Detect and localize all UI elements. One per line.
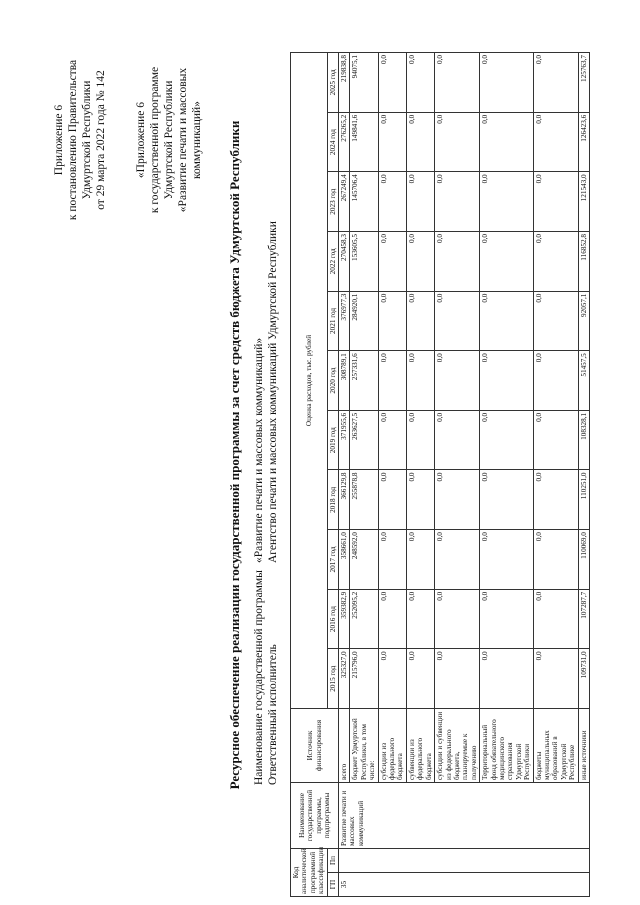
source-header: Источник финансирования bbox=[291, 709, 339, 783]
value-cell: 0,0 bbox=[378, 112, 406, 172]
value-cell: 0,0 bbox=[480, 649, 533, 709]
value-cell: 0,0 bbox=[378, 530, 406, 590]
program-label: Наименование государственной программы bbox=[253, 570, 265, 785]
value-cell: 255878,8 bbox=[350, 470, 378, 530]
value-cell: 0,0 bbox=[480, 410, 533, 470]
value-cell: 0,0 bbox=[435, 470, 480, 530]
value-cell: 110251,0 bbox=[578, 470, 589, 530]
value-cell: 270458,3 bbox=[339, 232, 350, 292]
annex-line: от 29 марта 2022 года № 142 bbox=[95, 70, 107, 210]
value-cell: 0,0 bbox=[406, 589, 434, 649]
value-cell: 116852,8 bbox=[578, 232, 589, 292]
annex-header bbox=[52, 55, 204, 225]
table-row bbox=[435, 53, 480, 897]
annex-inner-line: «Приложение 6 bbox=[135, 101, 147, 179]
value-cell: 325327,0 bbox=[339, 649, 350, 709]
value-cell: 121543,0 bbox=[578, 172, 589, 232]
executor-row bbox=[266, 221, 280, 785]
pp-code bbox=[339, 849, 590, 873]
value-cell: 107287,7 bbox=[578, 589, 589, 649]
value-cell: 108328,1 bbox=[578, 410, 589, 470]
table-row bbox=[378, 53, 406, 897]
value-cell: 0,0 bbox=[533, 589, 578, 649]
value-cell: 263627,5 bbox=[350, 410, 378, 470]
year-header: 2016 год bbox=[327, 589, 338, 649]
table-row bbox=[350, 53, 378, 897]
value-cell: 252095,2 bbox=[350, 589, 378, 649]
gp-header: ГП bbox=[327, 873, 338, 897]
gp-code: 35 bbox=[339, 873, 590, 897]
value-cell: 371955,6 bbox=[339, 410, 350, 470]
table-row bbox=[578, 53, 589, 897]
code-header: Код аналитической программной классификации bbox=[291, 849, 328, 897]
table-row bbox=[339, 53, 350, 897]
value-cell: 219838,8 bbox=[339, 53, 350, 113]
value-cell: 0,0 bbox=[480, 291, 533, 351]
source-cell: субсидии из федерального бюджета bbox=[378, 709, 406, 783]
value-cell: 0,0 bbox=[435, 232, 480, 292]
value-cell: 0,0 bbox=[378, 53, 406, 113]
year-header: 2019 год bbox=[327, 410, 338, 470]
value-cell: 0,0 bbox=[406, 351, 434, 411]
value-cell: 248592,0 bbox=[350, 530, 378, 590]
year-header: 2022 год bbox=[327, 232, 338, 292]
value-cell: 0,0 bbox=[533, 291, 578, 351]
value-cell: 0,0 bbox=[480, 351, 533, 411]
value-cell: 0,0 bbox=[533, 410, 578, 470]
value-cell: 125763,7 bbox=[578, 53, 589, 113]
value-cell: 358661,0 bbox=[339, 530, 350, 590]
program-name: Развитие печати и массовых коммуникаций bbox=[339, 783, 590, 849]
source-cell: субсидии и субвенции из федерального бюджета, планируемые к получению bbox=[435, 709, 480, 783]
value-cell: 0,0 bbox=[480, 112, 533, 172]
value-cell: 0,0 bbox=[435, 410, 480, 470]
year-header: 2025 год bbox=[327, 53, 338, 113]
value-cell: 0,0 bbox=[480, 470, 533, 530]
annex-inner-line: коммуникаций» bbox=[191, 101, 203, 179]
value-cell: 51457,5 bbox=[578, 351, 589, 411]
value-cell: 0,0 bbox=[378, 649, 406, 709]
year-header: 2020 год bbox=[327, 351, 338, 411]
year-header: 2021 год bbox=[327, 291, 338, 351]
value-cell: 308789,1 bbox=[339, 351, 350, 411]
program-value: «Развитие печати и массовых коммуникаций» bbox=[253, 337, 265, 563]
value-cell: 257331,6 bbox=[350, 351, 378, 411]
source-cell: бюджет Удмуртской Республики, в том числе: bbox=[350, 709, 378, 783]
value-cell: 109731,0 bbox=[578, 649, 589, 709]
document-title: Ресурсное обеспечение реализации государственной программы за счет средств бюджета Удмуртской Республики bbox=[227, 120, 242, 790]
source-cell: субвенции из федерального бюджета bbox=[406, 709, 434, 783]
value-cell: 0,0 bbox=[406, 232, 434, 292]
program-row bbox=[252, 221, 266, 785]
annex-inner-line: Удмуртской Республики bbox=[163, 80, 175, 200]
table-row bbox=[480, 53, 533, 897]
source-cell: бюджеты муниципальных образований в Удмуртской Республике bbox=[533, 709, 578, 783]
value-cell: 0,0 bbox=[533, 232, 578, 292]
annex-line: Удмуртской Республики bbox=[81, 80, 93, 200]
value-cell: 0,0 bbox=[533, 649, 578, 709]
value-cell: 215796,0 bbox=[350, 649, 378, 709]
table-row bbox=[406, 53, 434, 897]
value-cell: 0,0 bbox=[406, 410, 434, 470]
executor-label: Ответственный исполнитель bbox=[267, 644, 279, 785]
annex-inner-line: «Развитие печати и массовых bbox=[177, 67, 189, 213]
value-cell: 0,0 bbox=[378, 410, 406, 470]
value-cell: 0,0 bbox=[435, 649, 480, 709]
source-cell: всего bbox=[339, 709, 350, 783]
value-cell: 0,0 bbox=[406, 470, 434, 530]
value-cell: 92057,1 bbox=[578, 291, 589, 351]
resource-table bbox=[290, 52, 590, 897]
executor-value: Агентство печати и массовых коммуникаций Удмуртской Республики bbox=[267, 221, 279, 563]
value-cell: 0,0 bbox=[406, 530, 434, 590]
value-cell: 0,0 bbox=[480, 232, 533, 292]
value-cell: 0,0 bbox=[435, 291, 480, 351]
value-cell: 0,0 bbox=[435, 530, 480, 590]
value-cell: 0,0 bbox=[378, 589, 406, 649]
value-cell: 0,0 bbox=[378, 232, 406, 292]
source-cell: Территориальный фонд обязательного медицинского страхования Удмуртской Республики bbox=[480, 709, 533, 783]
value-cell: 0,0 bbox=[533, 530, 578, 590]
year-header: 2024 год bbox=[327, 112, 338, 172]
value-cell: 0,0 bbox=[480, 530, 533, 590]
value-cell: 0,0 bbox=[378, 172, 406, 232]
value-cell: 0,0 bbox=[406, 172, 434, 232]
value-cell: 126423,6 bbox=[578, 112, 589, 172]
value-cell: 0,0 bbox=[435, 589, 480, 649]
estimate-header: Оценка расходов, тыс. рублей bbox=[291, 53, 328, 709]
value-cell: 0,0 bbox=[533, 112, 578, 172]
pp-header: Пп bbox=[327, 849, 338, 873]
value-cell: 0,0 bbox=[480, 53, 533, 113]
header-row bbox=[291, 53, 328, 897]
value-cell: 376977,3 bbox=[339, 291, 350, 351]
year-header: 2023 год bbox=[327, 172, 338, 232]
value-cell: 110069,0 bbox=[578, 530, 589, 590]
value-cell: 0,0 bbox=[378, 470, 406, 530]
table-row bbox=[533, 53, 578, 897]
value-cell: 359382,9 bbox=[339, 589, 350, 649]
value-cell: 0,0 bbox=[378, 291, 406, 351]
value-cell: 284920,1 bbox=[350, 291, 378, 351]
year-header: 2017 год bbox=[327, 530, 338, 590]
annex-line: к постановлению Правительства bbox=[67, 59, 79, 221]
value-cell: 366129,8 bbox=[339, 470, 350, 530]
value-cell: 267249,4 bbox=[339, 172, 350, 232]
value-cell: 145706,4 bbox=[350, 172, 378, 232]
source-cell: иные источники bbox=[578, 709, 589, 783]
value-cell: 0,0 bbox=[533, 172, 578, 232]
value-cell: 0,0 bbox=[406, 53, 434, 113]
value-cell: 0,0 bbox=[435, 112, 480, 172]
spacer bbox=[108, 55, 134, 225]
value-cell: 0,0 bbox=[480, 589, 533, 649]
value-cell: 153605,5 bbox=[350, 232, 378, 292]
value-cell: 149841,6 bbox=[350, 112, 378, 172]
value-cell: 0,0 bbox=[480, 172, 533, 232]
program-meta bbox=[252, 221, 280, 785]
value-cell: 0,0 bbox=[435, 172, 480, 232]
value-cell: 0,0 bbox=[378, 351, 406, 411]
value-cell: 0,0 bbox=[533, 470, 578, 530]
year-header: 2018 год bbox=[327, 470, 338, 530]
value-cell: 0,0 bbox=[533, 351, 578, 411]
annex-inner-line: к государственной программе bbox=[149, 66, 161, 214]
value-cell: 0,0 bbox=[435, 351, 480, 411]
value-cell: 0,0 bbox=[533, 53, 578, 113]
value-cell: 94075,1 bbox=[350, 53, 378, 113]
value-cell: 0,0 bbox=[406, 112, 434, 172]
value-cell: 0,0 bbox=[435, 53, 480, 113]
annex-line: Приложение 6 bbox=[53, 104, 65, 176]
name-header: Наименование государственной программы, подпрограммы bbox=[291, 783, 339, 849]
year-header: 2015 год bbox=[327, 649, 338, 709]
value-cell: 0,0 bbox=[406, 291, 434, 351]
value-cell: 276265,2 bbox=[339, 112, 350, 172]
value-cell: 0,0 bbox=[406, 649, 434, 709]
